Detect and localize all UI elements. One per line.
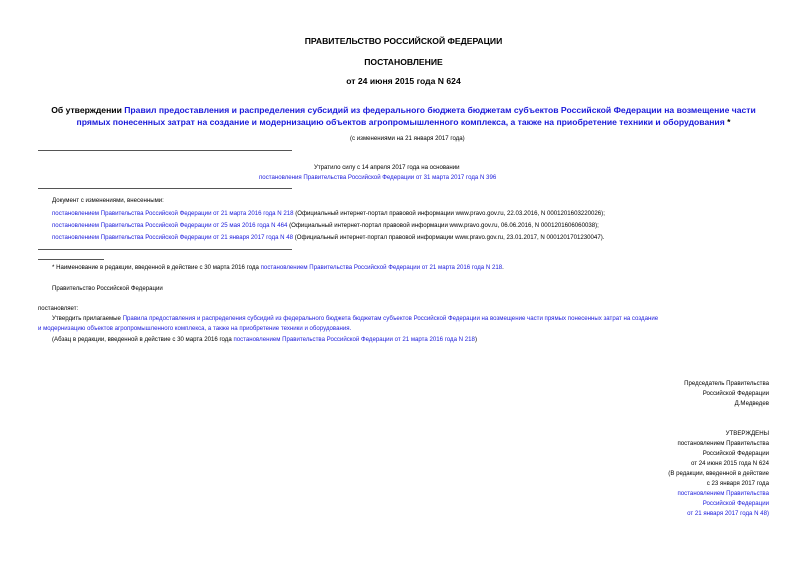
amendment-link[interactable]: постановлением Правительства Российской Федерации от 21 марта 2016 года N 218 bbox=[52, 210, 294, 217]
title-rules-link[interactable]: Правил предоставления и распределения субсидий из федерального бюджета бюджетам субъектов Российской Федерации на возмещение части bbox=[124, 105, 756, 115]
amendment-source: (Официальный интернет-портал правовой информации www.pravo.gov.ru, 23.01.2017, N 0001201701230047). bbox=[293, 234, 605, 241]
footnote-text: * Наименование в редакции, введенной в действие с 30 марта 2016 года bbox=[52, 264, 261, 271]
title-prefix: Об утверждении bbox=[51, 105, 125, 115]
approved-line: от 24 июня 2015 года N 624 bbox=[690, 460, 769, 467]
issuer: Правительство Российской Федерации bbox=[52, 285, 163, 292]
approved-line: постановлением Правительства bbox=[677, 440, 769, 447]
amendment-item bbox=[52, 210, 605, 217]
approved-line: Российской Федерации bbox=[702, 450, 769, 457]
document-title-line2 bbox=[0, 117, 807, 127]
amendment-link[interactable]: постановлением Правительства Российской Федерации от 21 января 2017 года N 48 bbox=[52, 234, 294, 241]
approved-amendment-link[interactable]: постановлением Правительства bbox=[677, 490, 769, 497]
paragraph-edition-note: (Абзац в редакции, введенной в действие с 30 марта 2016 года постановлением Правительства Российской Федерации от 21 марта 2016 года N 218) bbox=[52, 336, 477, 343]
approved-heading: УТВЕРЖДЕНЫ bbox=[725, 430, 769, 437]
amendment-link[interactable]: постановлением Правительства Российской Федерации от 25 мая 2016 года N 464 bbox=[52, 222, 288, 229]
amendment-item bbox=[52, 234, 604, 241]
title-rules-link-continued[interactable]: прямых понесенных затрат на создание и модернизацию объектов агропромышленного комплекса, а также на приобретение техники и оборудования bbox=[76, 117, 725, 127]
void-notice-link[interactable]: постановления Правительства Российской Федерации от 31 марта 2017 года N 396 bbox=[259, 174, 497, 181]
document-type: ПОСТАНОВЛЕНИЕ bbox=[364, 57, 443, 67]
approve-rules-link-continued[interactable]: и модернизацию объектов агропромышленного комплекса, а также на приобретение техники и оборудования. bbox=[38, 325, 352, 332]
amendment-source: (Официальный интернет-портал правовой информации www.pravo.gov.ru, 06.06.2016, N 0001201606060038); bbox=[287, 222, 599, 229]
decrees-word: постановляет: bbox=[38, 305, 79, 312]
government-heading: ПРАВИТЕЛЬСТВО РОССИЙСКОЙ ФЕДЕРАЦИИ bbox=[304, 36, 503, 46]
signature-country: Российской Федерации bbox=[702, 390, 769, 397]
amendment-source: (Официальный интернет-портал правовой информации www.pravo.gov.ru, 22.03.2016, N 0001201603220026); bbox=[293, 210, 605, 217]
approved-line: (В редакции, введенной в действие bbox=[668, 470, 769, 477]
signature-name: Д.Медведев bbox=[734, 400, 769, 407]
title-footnote-mark: * bbox=[724, 117, 731, 127]
document-title-line1 bbox=[0, 105, 807, 115]
amendment-item bbox=[52, 222, 599, 229]
approve-paragraph-line2 bbox=[38, 325, 351, 332]
paragraph-edition-link[interactable]: постановлением Правительства Российской Федерации от 21 марта 2016 года N 218 bbox=[233, 336, 475, 343]
approve-rules-link[interactable]: Правила предоставления и распределения субсидий из федерального бюджета бюджетам субъектов Российской Федерации на возмещение части прямых понесенных затрат на создание bbox=[122, 315, 659, 322]
edition-note: (с изменениями на 21 января 2017 года) bbox=[350, 135, 465, 142]
signature-title: Председатель Правительства bbox=[684, 380, 769, 387]
footnote-link[interactable]: постановлением Правительства Российской Федерации от 21 марта 2016 года N 218 bbox=[260, 264, 503, 271]
document-date-number: от 24 июня 2015 года N 624 bbox=[346, 76, 461, 86]
approve-paragraph-line1: Утвердить прилагаемые Правила предоставления и распределения субсидий из федерального бюджета бюджетам субъектов Российской Федерации на возмещение части прямых понесенных затрат на создание bbox=[52, 315, 659, 322]
separator-rule bbox=[38, 249, 292, 250]
separator-rule bbox=[38, 188, 292, 189]
approved-line: с 23 января 2017 года bbox=[706, 480, 769, 487]
footnote-rule bbox=[38, 259, 104, 260]
separator-rule bbox=[38, 150, 292, 151]
amendments-heading: Документ с изменениями, внесенными: bbox=[52, 197, 164, 204]
void-notice: Утратило силу с 14 апреля 2017 года на основании bbox=[314, 164, 460, 171]
approved-amendment-link[interactable]: от 21 января 2017 года N 48) bbox=[687, 510, 769, 517]
title-footnote: * Наименование в редакции, введенной в действие с 30 марта 2016 года постановлением Правительства Российской Федерации от 21 марта 2016 года N 218. bbox=[52, 264, 504, 271]
approved-amendment-link[interactable]: Российской Федерации bbox=[702, 500, 769, 507]
